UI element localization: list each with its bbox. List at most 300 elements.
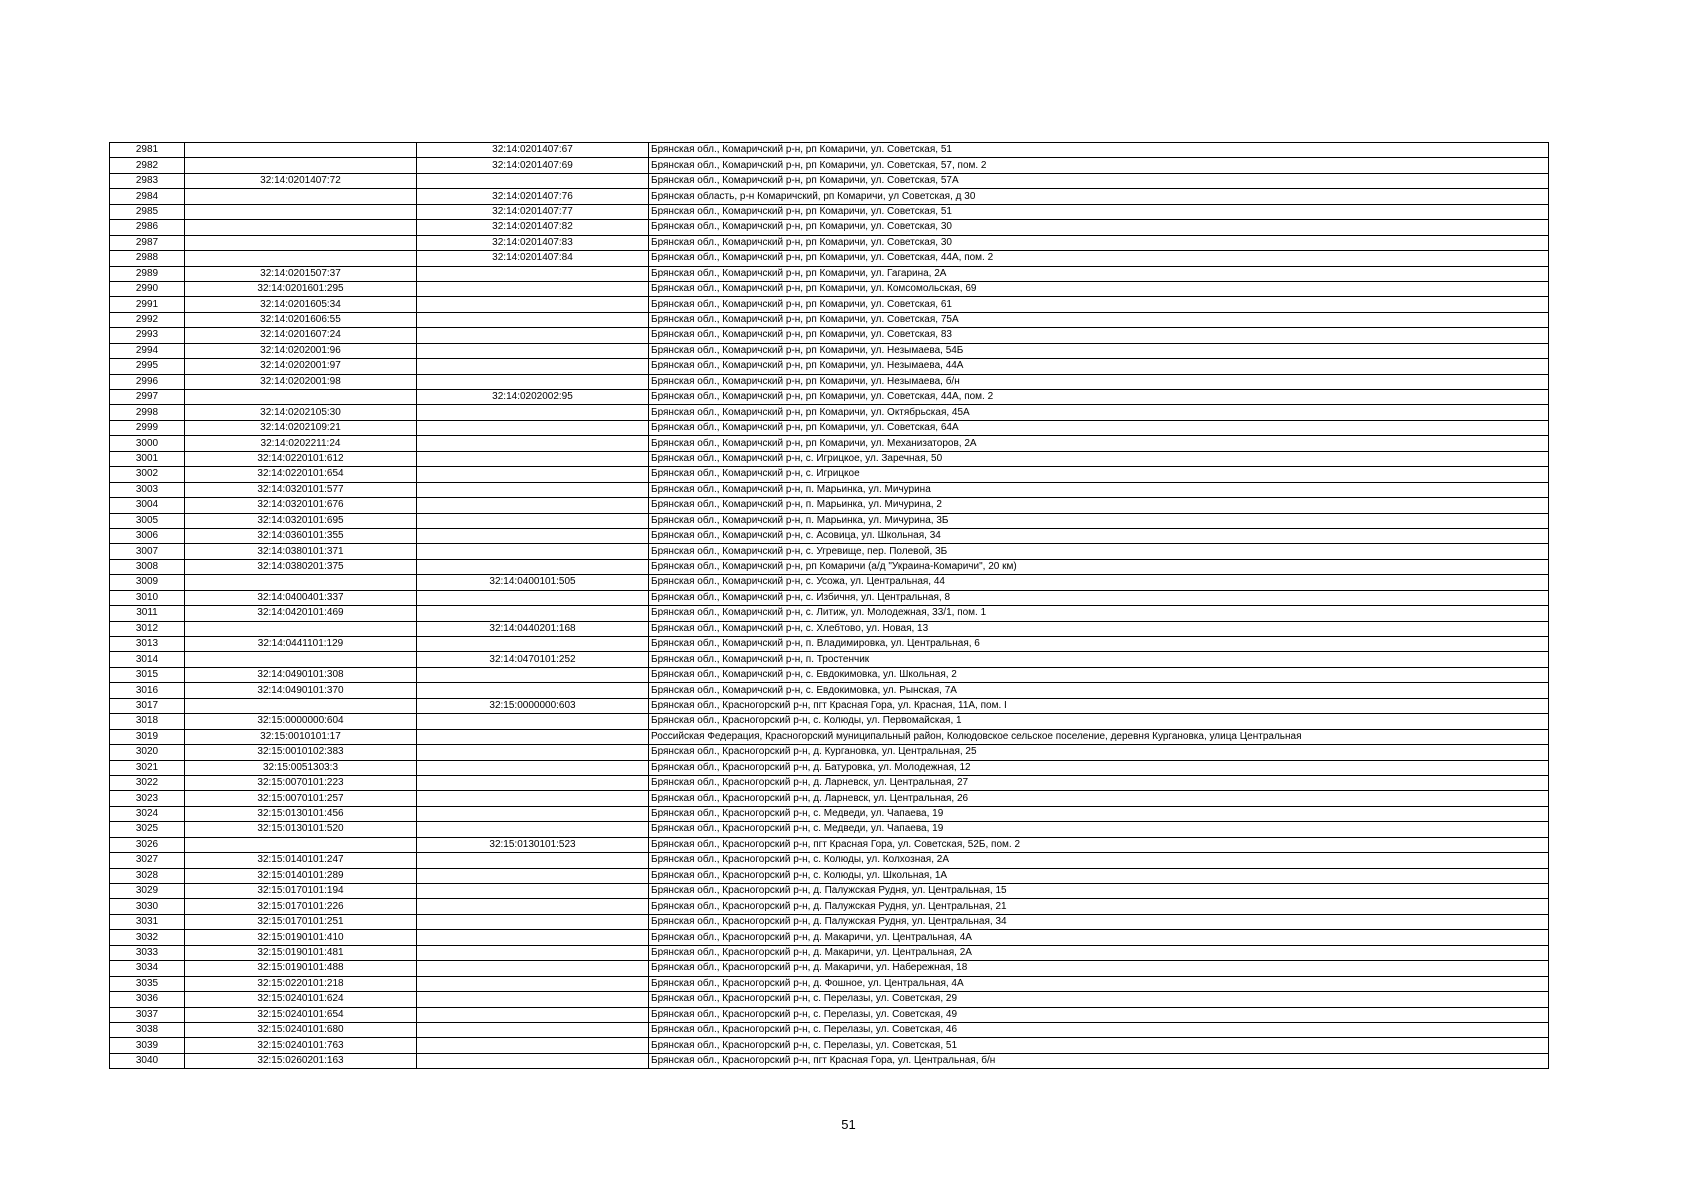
table-row bbox=[110, 451, 1549, 466]
cadastral-number-cell bbox=[185, 189, 417, 204]
cadastral-number-cell: 32:15:0140101:247 bbox=[185, 853, 417, 868]
row-number-cell: 2989 bbox=[110, 266, 185, 281]
address-cell: Брянская обл., Красногорский р-н, д. Батуровка, ул. Молодежная, 12 bbox=[649, 760, 1549, 775]
premises-cadastral-number-cell bbox=[417, 343, 649, 358]
cadastral-number-cell: 32:14:0320101:577 bbox=[185, 482, 417, 497]
premises-cadastral-number-cell bbox=[417, 930, 649, 945]
table-row bbox=[110, 328, 1549, 343]
page-number: 51 bbox=[841, 1117, 856, 1132]
premises-cadastral-number-cell: 32:14:0400101:505 bbox=[417, 575, 649, 590]
address-cell: Брянская обл., Красногорский р-н, с. Медведи, ул. Чапаева, 19 bbox=[649, 822, 1549, 837]
premises-cadastral-number-cell bbox=[417, 1053, 649, 1068]
row-number-cell: 2983 bbox=[110, 173, 185, 188]
cadastral-number-cell: 32:14:0420101:469 bbox=[185, 606, 417, 621]
row-number-cell: 3014 bbox=[110, 652, 185, 667]
address-cell: Брянская обл., Комаричский р-н, с. Литиж, ул. Молодежная, 33/1, пом. 1 bbox=[649, 606, 1549, 621]
cadastral-number-cell bbox=[185, 698, 417, 713]
table-row bbox=[110, 220, 1549, 235]
cadastral-number-cell: 32:14:0320101:695 bbox=[185, 513, 417, 528]
address-cell: Брянская обл., Комаричский р-н, п. Марьинка, ул. Мичурина bbox=[649, 482, 1549, 497]
cadastral-number-cell: 32:15:0220101:218 bbox=[185, 976, 417, 991]
row-number-cell: 3036 bbox=[110, 992, 185, 1007]
premises-cadastral-number-cell bbox=[417, 467, 649, 482]
row-number-cell: 2991 bbox=[110, 297, 185, 312]
row-number-cell: 3016 bbox=[110, 683, 185, 698]
address-cell: Брянская обл., Красногорский р-н, д. Палужская Рудня, ул. Центральная, 15 bbox=[649, 884, 1549, 899]
row-number-cell: 3035 bbox=[110, 976, 185, 991]
address-cell: Брянская обл., Комаричский р-н, рп Комаричи, ул. Советская, 83 bbox=[649, 328, 1549, 343]
table-row bbox=[110, 374, 1549, 389]
table-row bbox=[110, 1038, 1549, 1053]
table-row bbox=[110, 1007, 1549, 1022]
row-number-cell: 3017 bbox=[110, 698, 185, 713]
table-row bbox=[110, 173, 1549, 188]
cadastral-number-cell: 32:14:0360101:355 bbox=[185, 528, 417, 543]
table-row bbox=[110, 1022, 1549, 1037]
premises-cadastral-number-cell bbox=[417, 899, 649, 914]
premises-cadastral-number-cell bbox=[417, 405, 649, 420]
premises-cadastral-number-cell bbox=[417, 559, 649, 574]
cadastral-number-cell: 32:15:0070101:257 bbox=[185, 791, 417, 806]
table-row bbox=[110, 683, 1549, 698]
row-number-cell: 3013 bbox=[110, 637, 185, 652]
table-row bbox=[110, 714, 1549, 729]
cadastral-number-cell: 32:14:0202001:98 bbox=[185, 374, 417, 389]
table-row bbox=[110, 559, 1549, 574]
address-cell: Брянская обл., Красногорский р-н, с. Перелазы, ул. Советская, 49 bbox=[649, 1007, 1549, 1022]
address-cell: Брянская обл., Комаричский р-н, рп Комаричи, ул. Советская, 57, пом. 2 bbox=[649, 158, 1549, 173]
row-number-cell: 3006 bbox=[110, 528, 185, 543]
premises-cadastral-number-cell: 32:14:0202002:95 bbox=[417, 390, 649, 405]
premises-cadastral-number-cell bbox=[417, 667, 649, 682]
row-number-cell: 3024 bbox=[110, 806, 185, 821]
premises-cadastral-number-cell bbox=[417, 436, 649, 451]
address-cell: Брянская обл., Комаричский р-н, рп Комаричи, ул. Советская, 51 bbox=[649, 143, 1549, 158]
cadastral-number-cell: 32:15:0240101:624 bbox=[185, 992, 417, 1007]
row-number-cell: 3002 bbox=[110, 467, 185, 482]
cadastral-number-cell bbox=[185, 621, 417, 636]
address-cell: Брянская обл., Красногорский р-н, д. Макаричи, ул. Набережная, 18 bbox=[649, 961, 1549, 976]
cadastral-number-cell: 32:14:0202001:97 bbox=[185, 359, 417, 374]
cadastral-number-cell: 32:14:0201607:24 bbox=[185, 328, 417, 343]
premises-cadastral-number-cell bbox=[417, 853, 649, 868]
address-cell: Брянская обл., Комаричский р-н, с. Асовица, ул. Школьная, 34 bbox=[649, 528, 1549, 543]
address-cell: Российская Федерация, Красногорский муниципальный район, Колюдовское сельское поселение, деревня Кургановка, улица Центральная bbox=[649, 729, 1549, 744]
row-number-cell: 3015 bbox=[110, 667, 185, 682]
property-register-table bbox=[109, 142, 1549, 1069]
address-cell: Брянская область, р-н Комаричский, рп Комаричи, ул Советская, д 30 bbox=[649, 189, 1549, 204]
cadastral-number-cell: 32:15:0051303:3 bbox=[185, 760, 417, 775]
row-number-cell: 2981 bbox=[110, 143, 185, 158]
table-row bbox=[110, 621, 1549, 636]
cadastral-number-cell: 32:14:0490101:370 bbox=[185, 683, 417, 698]
address-cell: Брянская обл., Красногорский р-н, д. Палужская Рудня, ул. Центральная, 34 bbox=[649, 914, 1549, 929]
premises-cadastral-number-cell bbox=[417, 714, 649, 729]
premises-cadastral-number-cell bbox=[417, 606, 649, 621]
row-number-cell: 3008 bbox=[110, 559, 185, 574]
table-row bbox=[110, 806, 1549, 821]
address-cell: Брянская обл., Красногорский р-н, д. Макаричи, ул. Центральная, 4А bbox=[649, 930, 1549, 945]
premises-cadastral-number-cell bbox=[417, 451, 649, 466]
premises-cadastral-number-cell: 32:14:0201407:82 bbox=[417, 220, 649, 235]
cadastral-number-cell: 32:14:0201407:72 bbox=[185, 173, 417, 188]
cadastral-number-cell bbox=[185, 652, 417, 667]
table-row bbox=[110, 312, 1549, 327]
address-cell: Брянская обл., Красногорский р-н, д. Кургановка, ул. Центральная, 25 bbox=[649, 745, 1549, 760]
table-row bbox=[110, 930, 1549, 945]
table-row bbox=[110, 513, 1549, 528]
cadastral-number-cell bbox=[185, 251, 417, 266]
row-number-cell: 3004 bbox=[110, 498, 185, 513]
cadastral-number-cell: 32:15:0070101:223 bbox=[185, 775, 417, 790]
row-number-cell: 2990 bbox=[110, 281, 185, 296]
cadastral-number-cell bbox=[185, 204, 417, 219]
table-row bbox=[110, 853, 1549, 868]
address-cell: Брянская обл., Комаричский р-н, рп Комаричи, ул. Незымаева, 44А bbox=[649, 359, 1549, 374]
table-row bbox=[110, 158, 1549, 173]
cadastral-number-cell: 32:14:0202109:21 bbox=[185, 420, 417, 435]
row-number-cell: 2993 bbox=[110, 328, 185, 343]
cadastral-number-cell: 32:14:0201507:37 bbox=[185, 266, 417, 281]
row-number-cell: 3011 bbox=[110, 606, 185, 621]
table-row bbox=[110, 482, 1549, 497]
table-row bbox=[110, 235, 1549, 250]
address-cell: Брянская обл., Комаричский р-н, п. Марьинка, ул. Мичурина, 3Б bbox=[649, 513, 1549, 528]
table-row bbox=[110, 143, 1549, 158]
cadastral-number-cell: 32:15:0260201:163 bbox=[185, 1053, 417, 1068]
row-number-cell: 3040 bbox=[110, 1053, 185, 1068]
row-number-cell: 3027 bbox=[110, 853, 185, 868]
premises-cadastral-number-cell bbox=[417, 1038, 649, 1053]
address-cell: Брянская обл., Комаричский р-н, рп Комаричи, ул. Незымаева, 54Б bbox=[649, 343, 1549, 358]
row-number-cell: 2988 bbox=[110, 251, 185, 266]
premises-cadastral-number-cell bbox=[417, 266, 649, 281]
cadastral-number-cell bbox=[185, 143, 417, 158]
address-cell: Брянская обл., Комаричский р-н, рп Комаричи, ул. Советская, 30 bbox=[649, 220, 1549, 235]
premises-cadastral-number-cell bbox=[417, 961, 649, 976]
premises-cadastral-number-cell bbox=[417, 482, 649, 497]
premises-cadastral-number-cell: 32:14:0440201:168 bbox=[417, 621, 649, 636]
table-row bbox=[110, 884, 1549, 899]
table-row bbox=[110, 590, 1549, 605]
premises-cadastral-number-cell bbox=[417, 281, 649, 296]
address-cell: Брянская обл., Красногорский р-н, с. Колюды, ул. Колхозная, 2А bbox=[649, 853, 1549, 868]
premises-cadastral-number-cell bbox=[417, 297, 649, 312]
table-row bbox=[110, 189, 1549, 204]
address-cell: Брянская обл., Красногорский р-н, пгт Красная Гора, ул. Центральная, б/н bbox=[649, 1053, 1549, 1068]
row-number-cell: 3010 bbox=[110, 590, 185, 605]
table-row bbox=[110, 868, 1549, 883]
cadastral-number-cell: 32:15:0130101:520 bbox=[185, 822, 417, 837]
premises-cadastral-number-cell bbox=[417, 359, 649, 374]
row-number-cell: 3023 bbox=[110, 791, 185, 806]
cadastral-number-cell: 32:14:0202001:96 bbox=[185, 343, 417, 358]
cadastral-number-cell: 32:14:0202105:30 bbox=[185, 405, 417, 420]
row-number-cell: 3037 bbox=[110, 1007, 185, 1022]
address-cell: Брянская обл., Красногорский р-н, с. Медведи, ул. Чапаева, 19 bbox=[649, 806, 1549, 821]
table-row bbox=[110, 729, 1549, 744]
premises-cadastral-number-cell bbox=[417, 868, 649, 883]
cadastral-number-cell bbox=[185, 575, 417, 590]
cadastral-number-cell: 32:15:0240101:680 bbox=[185, 1022, 417, 1037]
table-row bbox=[110, 420, 1549, 435]
address-cell: Брянская обл., Комаричский р-н, с. Хлебтово, ул. Новая, 13 bbox=[649, 621, 1549, 636]
table-row bbox=[110, 528, 1549, 543]
table-row bbox=[110, 637, 1549, 652]
cadastral-number-cell: 32:15:0010101:17 bbox=[185, 729, 417, 744]
table-row bbox=[110, 266, 1549, 281]
row-number-cell: 2985 bbox=[110, 204, 185, 219]
cadastral-number-cell: 32:15:0140101:289 bbox=[185, 868, 417, 883]
row-number-cell: 2996 bbox=[110, 374, 185, 389]
premises-cadastral-number-cell bbox=[417, 914, 649, 929]
premises-cadastral-number-cell bbox=[417, 992, 649, 1007]
cadastral-number-cell: 32:15:0010102:383 bbox=[185, 745, 417, 760]
address-cell: Брянская обл., Красногорский р-н, с. Перелазы, ул. Советская, 46 bbox=[649, 1022, 1549, 1037]
cadastral-number-cell: 32:15:0170101:194 bbox=[185, 884, 417, 899]
premises-cadastral-number-cell: 32:14:0201407:67 bbox=[417, 143, 649, 158]
table-row bbox=[110, 992, 1549, 1007]
cadastral-number-cell: 32:14:0202211:24 bbox=[185, 436, 417, 451]
premises-cadastral-number-cell bbox=[417, 760, 649, 775]
row-number-cell: 3022 bbox=[110, 775, 185, 790]
address-cell: Брянская обл., Комаричский р-н, с. Игрицкое, ул. Заречная, 50 bbox=[649, 451, 1549, 466]
address-cell: Брянская обл., Комаричский р-н, с. Усожа, ул. Центральная, 44 bbox=[649, 575, 1549, 590]
address-cell: Брянская обл., Красногорский р-н, пгт Красная Гора, ул. Советская, 52Б, пом. 2 bbox=[649, 837, 1549, 852]
premises-cadastral-number-cell bbox=[417, 498, 649, 513]
table-row bbox=[110, 297, 1549, 312]
premises-cadastral-number-cell: 32:15:0000000:603 bbox=[417, 698, 649, 713]
cadastral-number-cell: 32:15:0190101:410 bbox=[185, 930, 417, 945]
table-row bbox=[110, 390, 1549, 405]
document-page bbox=[109, 142, 1548, 1069]
address-cell: Брянская обл., Комаричский р-н, рп Комаричи, ул. Советская, 44А, пом. 2 bbox=[649, 390, 1549, 405]
row-number-cell: 2994 bbox=[110, 343, 185, 358]
table-row bbox=[110, 436, 1549, 451]
address-cell: Брянская обл., Красногорский р-н, д. Ларневск, ул. Центральная, 26 bbox=[649, 791, 1549, 806]
address-cell: Брянская обл., Красногорский р-н, д. Палужская Рудня, ул. Центральная, 21 bbox=[649, 899, 1549, 914]
table-row bbox=[110, 837, 1549, 852]
address-cell: Брянская обл., Красногорский р-н, с. Колюды, ул. Первомайская, 1 bbox=[649, 714, 1549, 729]
address-cell: Брянская обл., Красногорский р-н, с. Колюды, ул. Школьная, 1А bbox=[649, 868, 1549, 883]
table-row bbox=[110, 343, 1549, 358]
table-row bbox=[110, 775, 1549, 790]
row-number-cell: 2984 bbox=[110, 189, 185, 204]
table-row bbox=[110, 467, 1549, 482]
table-row bbox=[110, 791, 1549, 806]
row-number-cell: 2992 bbox=[110, 312, 185, 327]
row-number-cell: 2998 bbox=[110, 405, 185, 420]
premises-cadastral-number-cell bbox=[417, 173, 649, 188]
premises-cadastral-number-cell bbox=[417, 513, 649, 528]
table-row bbox=[110, 251, 1549, 266]
cadastral-number-cell: 32:14:0320101:676 bbox=[185, 498, 417, 513]
address-cell: Брянская обл., Комаричский р-н, рп Комаричи, ул. Советская, 75А bbox=[649, 312, 1549, 327]
row-number-cell: 3007 bbox=[110, 544, 185, 559]
premises-cadastral-number-cell bbox=[417, 590, 649, 605]
cadastral-number-cell: 32:14:0220101:654 bbox=[185, 467, 417, 482]
premises-cadastral-number-cell: 32:14:0470101:252 bbox=[417, 652, 649, 667]
table-row bbox=[110, 914, 1549, 929]
cadastral-number-cell bbox=[185, 158, 417, 173]
premises-cadastral-number-cell bbox=[417, 775, 649, 790]
row-number-cell: 3032 bbox=[110, 930, 185, 945]
table-row bbox=[110, 822, 1549, 837]
cadastral-number-cell: 32:14:0380201:375 bbox=[185, 559, 417, 574]
address-cell: Брянская обл., Комаричский р-н, рп Комаричи, ул. Механизаторов, 2А bbox=[649, 436, 1549, 451]
premises-cadastral-number-cell bbox=[417, 683, 649, 698]
row-number-cell: 3038 bbox=[110, 1022, 185, 1037]
row-number-cell: 3031 bbox=[110, 914, 185, 929]
table-body bbox=[110, 143, 1549, 1069]
table-row bbox=[110, 405, 1549, 420]
premises-cadastral-number-cell: 32:14:0201407:84 bbox=[417, 251, 649, 266]
table-row bbox=[110, 204, 1549, 219]
row-number-cell: 3018 bbox=[110, 714, 185, 729]
cadastral-number-cell bbox=[185, 220, 417, 235]
table-row bbox=[110, 652, 1549, 667]
address-cell: Брянская обл., Красногорский р-н, пгт Красная Гора, ул. Красная, 11А, пом. I bbox=[649, 698, 1549, 713]
cadastral-number-cell: 32:15:0170101:251 bbox=[185, 914, 417, 929]
premises-cadastral-number-cell bbox=[417, 544, 649, 559]
row-number-cell: 3000 bbox=[110, 436, 185, 451]
table-row bbox=[110, 575, 1549, 590]
table-row bbox=[110, 698, 1549, 713]
row-number-cell: 3001 bbox=[110, 451, 185, 466]
table-row bbox=[110, 606, 1549, 621]
row-number-cell: 3009 bbox=[110, 575, 185, 590]
premises-cadastral-number-cell: 32:14:0201407:77 bbox=[417, 204, 649, 219]
address-cell: Брянская обл., Комаричский р-н, рп Комаричи, ул. Советская, 57А bbox=[649, 173, 1549, 188]
cadastral-number-cell: 32:14:0201605:34 bbox=[185, 297, 417, 312]
premises-cadastral-number-cell bbox=[417, 729, 649, 744]
premises-cadastral-number-cell bbox=[417, 822, 649, 837]
table-row bbox=[110, 281, 1549, 296]
row-number-cell: 3034 bbox=[110, 961, 185, 976]
premises-cadastral-number-cell bbox=[417, 328, 649, 343]
premises-cadastral-number-cell bbox=[417, 976, 649, 991]
row-number-cell: 3003 bbox=[110, 482, 185, 497]
cadastral-number-cell bbox=[185, 390, 417, 405]
row-number-cell: 3026 bbox=[110, 837, 185, 852]
address-cell: Брянская обл., Красногорский р-н, д. Ларневск, ул. Центральная, 27 bbox=[649, 775, 1549, 790]
row-number-cell: 3028 bbox=[110, 868, 185, 883]
address-cell: Брянская обл., Комаричский р-н, рп Комаричи (а/д "Украина-Комаричи", 20 км) bbox=[649, 559, 1549, 574]
cadastral-number-cell: 32:14:0490101:308 bbox=[185, 667, 417, 682]
address-cell: Брянская обл., Комаричский р-н, п. Владимировка, ул. Центральная, 6 bbox=[649, 637, 1549, 652]
premises-cadastral-number-cell bbox=[417, 528, 649, 543]
row-number-cell: 2987 bbox=[110, 235, 185, 250]
premises-cadastral-number-cell bbox=[417, 884, 649, 899]
premises-cadastral-number-cell: 32:15:0130101:523 bbox=[417, 837, 649, 852]
cadastral-number-cell: 32:15:0190101:481 bbox=[185, 945, 417, 960]
row-number-cell: 3021 bbox=[110, 760, 185, 775]
cadastral-number-cell: 32:14:0380101:371 bbox=[185, 544, 417, 559]
row-number-cell: 3030 bbox=[110, 899, 185, 914]
address-cell: Брянская обл., Комаричский р-н, с. Евдокимовка, ул. Школьная, 2 bbox=[649, 667, 1549, 682]
address-cell: Брянская обл., Красногорский р-н, с. Перелазы, ул. Советская, 29 bbox=[649, 992, 1549, 1007]
row-number-cell: 2999 bbox=[110, 420, 185, 435]
table-row bbox=[110, 976, 1549, 991]
premises-cadastral-number-cell bbox=[417, 1007, 649, 1022]
cadastral-number-cell: 32:15:0170101:226 bbox=[185, 899, 417, 914]
table-row bbox=[110, 498, 1549, 513]
premises-cadastral-number-cell bbox=[417, 312, 649, 327]
cadastral-number-cell: 32:14:0201606:55 bbox=[185, 312, 417, 327]
cadastral-number-cell: 32:15:0000000:604 bbox=[185, 714, 417, 729]
row-number-cell: 3033 bbox=[110, 945, 185, 960]
address-cell: Брянская обл., Комаричский р-н, п. Марьинка, ул. Мичурина, 2 bbox=[649, 498, 1549, 513]
table-row bbox=[110, 1053, 1549, 1068]
row-number-cell: 3025 bbox=[110, 822, 185, 837]
premises-cadastral-number-cell: 32:14:0201407:76 bbox=[417, 189, 649, 204]
premises-cadastral-number-cell: 32:14:0201407:83 bbox=[417, 235, 649, 250]
cadastral-number-cell: 32:15:0240101:654 bbox=[185, 1007, 417, 1022]
address-cell: Брянская обл., Комаричский р-н, рп Комаричи, ул. Гагарина, 2А bbox=[649, 266, 1549, 281]
row-number-cell: 3029 bbox=[110, 884, 185, 899]
premises-cadastral-number-cell bbox=[417, 637, 649, 652]
row-number-cell: 2995 bbox=[110, 359, 185, 374]
cadastral-number-cell: 32:14:0441101:129 bbox=[185, 637, 417, 652]
cadastral-number-cell bbox=[185, 837, 417, 852]
address-cell: Брянская обл., Комаричский р-н, п. Тростенчик bbox=[649, 652, 1549, 667]
cadastral-number-cell bbox=[185, 235, 417, 250]
table-row bbox=[110, 745, 1549, 760]
row-number-cell: 2997 bbox=[110, 390, 185, 405]
address-cell: Брянская обл., Комаричский р-н, рп Комаричи, ул. Комсомольская, 69 bbox=[649, 281, 1549, 296]
address-cell: Брянская обл., Комаричский р-н, с. Угревище, пер. Полевой, 3Б bbox=[649, 544, 1549, 559]
row-number-cell: 3039 bbox=[110, 1038, 185, 1053]
cadastral-number-cell: 32:15:0240101:763 bbox=[185, 1038, 417, 1053]
address-cell: Брянская обл., Красногорский р-н, д. Фошное, ул. Центральная, 4А bbox=[649, 976, 1549, 991]
cadastral-number-cell: 32:15:0190101:488 bbox=[185, 961, 417, 976]
table-row bbox=[110, 961, 1549, 976]
address-cell: Брянская обл., Комаричский р-н, с. Игрицкое bbox=[649, 467, 1549, 482]
premises-cadastral-number-cell bbox=[417, 745, 649, 760]
premises-cadastral-number-cell: 32:14:0201407:69 bbox=[417, 158, 649, 173]
address-cell: Брянская обл., Комаричский р-н, рп Комаричи, ул. Советская, 64А bbox=[649, 420, 1549, 435]
row-number-cell: 3005 bbox=[110, 513, 185, 528]
address-cell: Брянская обл., Комаричский р-н, рп Комаричи, ул. Советская, 44А, пом. 2 bbox=[649, 251, 1549, 266]
address-cell: Брянская обл., Красногорский р-н, с. Перелазы, ул. Советская, 51 bbox=[649, 1038, 1549, 1053]
address-cell: Брянская обл., Комаричский р-н, с. Избичня, ул. Центральная, 8 bbox=[649, 590, 1549, 605]
cadastral-number-cell: 32:14:0201601:295 bbox=[185, 281, 417, 296]
premises-cadastral-number-cell bbox=[417, 806, 649, 821]
premises-cadastral-number-cell bbox=[417, 420, 649, 435]
address-cell: Брянская обл., Комаричский р-н, с. Евдокимовка, ул. Рынская, 7А bbox=[649, 683, 1549, 698]
address-cell: Брянская обл., Комаричский р-н, рп Комаричи, ул. Октябрьская, 45А bbox=[649, 405, 1549, 420]
address-cell: Брянская обл., Комаричский р-н, рп Комаричи, ул. Советская, 30 bbox=[649, 235, 1549, 250]
premises-cadastral-number-cell bbox=[417, 1022, 649, 1037]
premises-cadastral-number-cell bbox=[417, 945, 649, 960]
address-cell: Брянская обл., Комаричский р-н, рп Комаричи, ул. Советская, 61 bbox=[649, 297, 1549, 312]
table-row bbox=[110, 899, 1549, 914]
cadastral-number-cell: 32:14:0220101:612 bbox=[185, 451, 417, 466]
address-cell: Брянская обл., Комаричский р-н, рп Комаричи, ул. Незымаева, б/н bbox=[649, 374, 1549, 389]
table-row bbox=[110, 667, 1549, 682]
row-number-cell: 3019 bbox=[110, 729, 185, 744]
table-row bbox=[110, 945, 1549, 960]
row-number-cell: 3012 bbox=[110, 621, 185, 636]
premises-cadastral-number-cell bbox=[417, 791, 649, 806]
cadastral-number-cell: 32:14:0400401:337 bbox=[185, 590, 417, 605]
address-cell: Брянская обл., Красногорский р-н, д. Макаричи, ул. Центральная, 2А bbox=[649, 945, 1549, 960]
row-number-cell: 2986 bbox=[110, 220, 185, 235]
premises-cadastral-number-cell bbox=[417, 374, 649, 389]
table-row bbox=[110, 544, 1549, 559]
table-row bbox=[110, 359, 1549, 374]
cadastral-number-cell: 32:15:0130101:456 bbox=[185, 806, 417, 821]
